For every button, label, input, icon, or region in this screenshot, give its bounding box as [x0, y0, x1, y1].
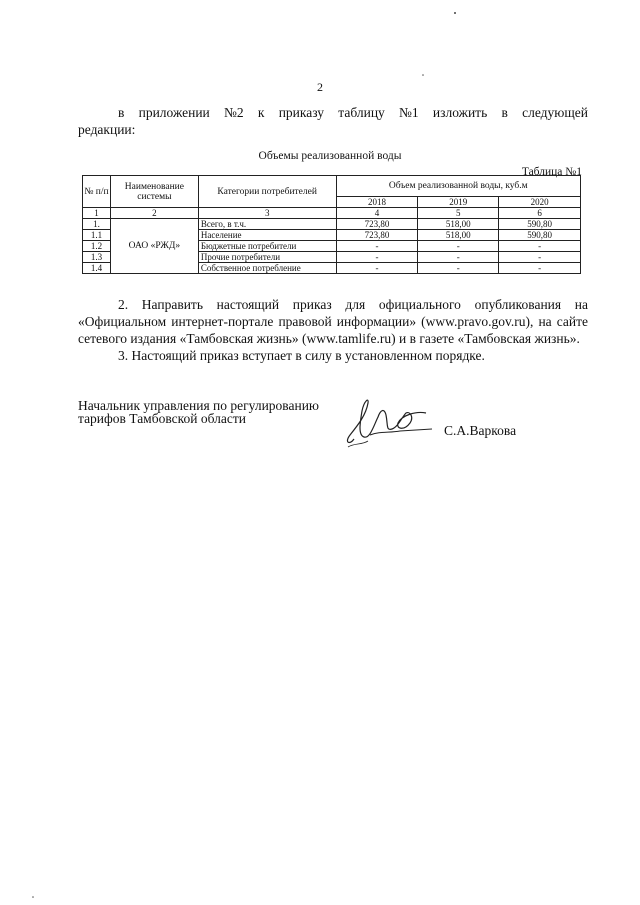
- row-value: -: [499, 252, 581, 263]
- header-system: Наименование системы: [110, 176, 198, 208]
- row-num: 1.: [83, 219, 111, 230]
- intro-word: к: [257, 105, 265, 120]
- header-year: 2018: [336, 197, 418, 208]
- position-line-2: тарифов Тамбовской области: [78, 411, 246, 426]
- row-num: 1.2: [83, 241, 111, 252]
- row-category: Всего, в т.ч.: [198, 219, 336, 230]
- row-category: Прочие потребители: [198, 252, 336, 263]
- intro-word: приложении: [138, 105, 210, 120]
- scan-speck: [452, 10, 458, 16]
- intro-word: в: [118, 105, 125, 120]
- table-label: Таблица №1: [521, 166, 582, 178]
- page-number: 2: [317, 80, 323, 94]
- row-value: 723,80: [336, 219, 418, 230]
- row-value: -: [499, 241, 581, 252]
- row-value: -: [418, 252, 499, 263]
- system-name: ОАО «РЖД»: [110, 219, 198, 274]
- handwritten-signature: [340, 395, 435, 450]
- intro-word: следующей: [522, 105, 588, 120]
- scan-speck: [30, 894, 36, 900]
- row-category: Бюджетные потребители: [198, 241, 336, 252]
- row-num: 1.4: [83, 263, 111, 274]
- paragraph-3: 3. Настоящий приказ вступает в силу в установленном порядке.: [118, 348, 485, 363]
- position-line-1: Начальник управления по регулированию: [78, 398, 320, 413]
- row-value: -: [336, 263, 418, 274]
- header-num: № п/п: [83, 176, 111, 208]
- header-year: 2020: [499, 197, 581, 208]
- paragraph-2: 2. Направить настоящий приказ для официального опубликования на «Официальном интернет-портале правовой информации» (www.pravo.gov.ru), на сайте сетевого издания «Тамбовская жизнь» (www.tamlife.ru) и в газете «Тамбовская жизнь».: [78, 297, 588, 346]
- intro-word: в: [501, 105, 508, 120]
- water-volume-table: [82, 175, 581, 274]
- row-value: 723,80: [336, 230, 418, 241]
- row-value: 590,80: [499, 230, 581, 241]
- header-volume: Объем реализованной воды, куб.м: [336, 176, 580, 197]
- signatory-position: [78, 399, 319, 425]
- row-value: -: [336, 252, 418, 263]
- header-category: Категории потребителей: [198, 176, 336, 208]
- scan-speck: [420, 72, 426, 78]
- column-number: 3: [198, 208, 336, 219]
- signer-name: С.А.Варкова: [444, 423, 517, 438]
- column-number: 1: [83, 208, 111, 219]
- table-header-row: [83, 176, 581, 197]
- row-num: 1.1: [83, 230, 111, 241]
- intro-word: №2: [224, 105, 244, 120]
- column-number: 2: [110, 208, 198, 219]
- intro-word: таблицу: [338, 105, 385, 120]
- intro-word: №1: [399, 105, 419, 120]
- row-value: 518,00: [418, 230, 499, 241]
- header-year: 2019: [418, 197, 499, 208]
- column-number: 5: [418, 208, 499, 219]
- intro-line-2: редакции:: [78, 122, 136, 137]
- intro-paragraph: [78, 104, 588, 138]
- intro-word: изложить: [432, 105, 488, 120]
- intro-word: приказу: [278, 105, 325, 120]
- row-value: -: [418, 263, 499, 274]
- row-value: -: [499, 263, 581, 274]
- row-value: 590,80: [499, 219, 581, 230]
- row-num: 1.3: [83, 252, 111, 263]
- column-number: 4: [336, 208, 418, 219]
- row-category: Население: [198, 230, 336, 241]
- table-title: Объемы реализованной воды: [258, 150, 402, 162]
- table-column-numbers-row: [83, 208, 581, 219]
- intro-line-1: [78, 104, 588, 121]
- row-category: Собственное потребление: [198, 263, 336, 274]
- body-paragraphs: [78, 296, 588, 364]
- column-number: 6: [499, 208, 581, 219]
- row-value: -: [418, 241, 499, 252]
- row-value: -: [336, 241, 418, 252]
- table-row: [83, 219, 581, 230]
- row-value: 518,00: [418, 219, 499, 230]
